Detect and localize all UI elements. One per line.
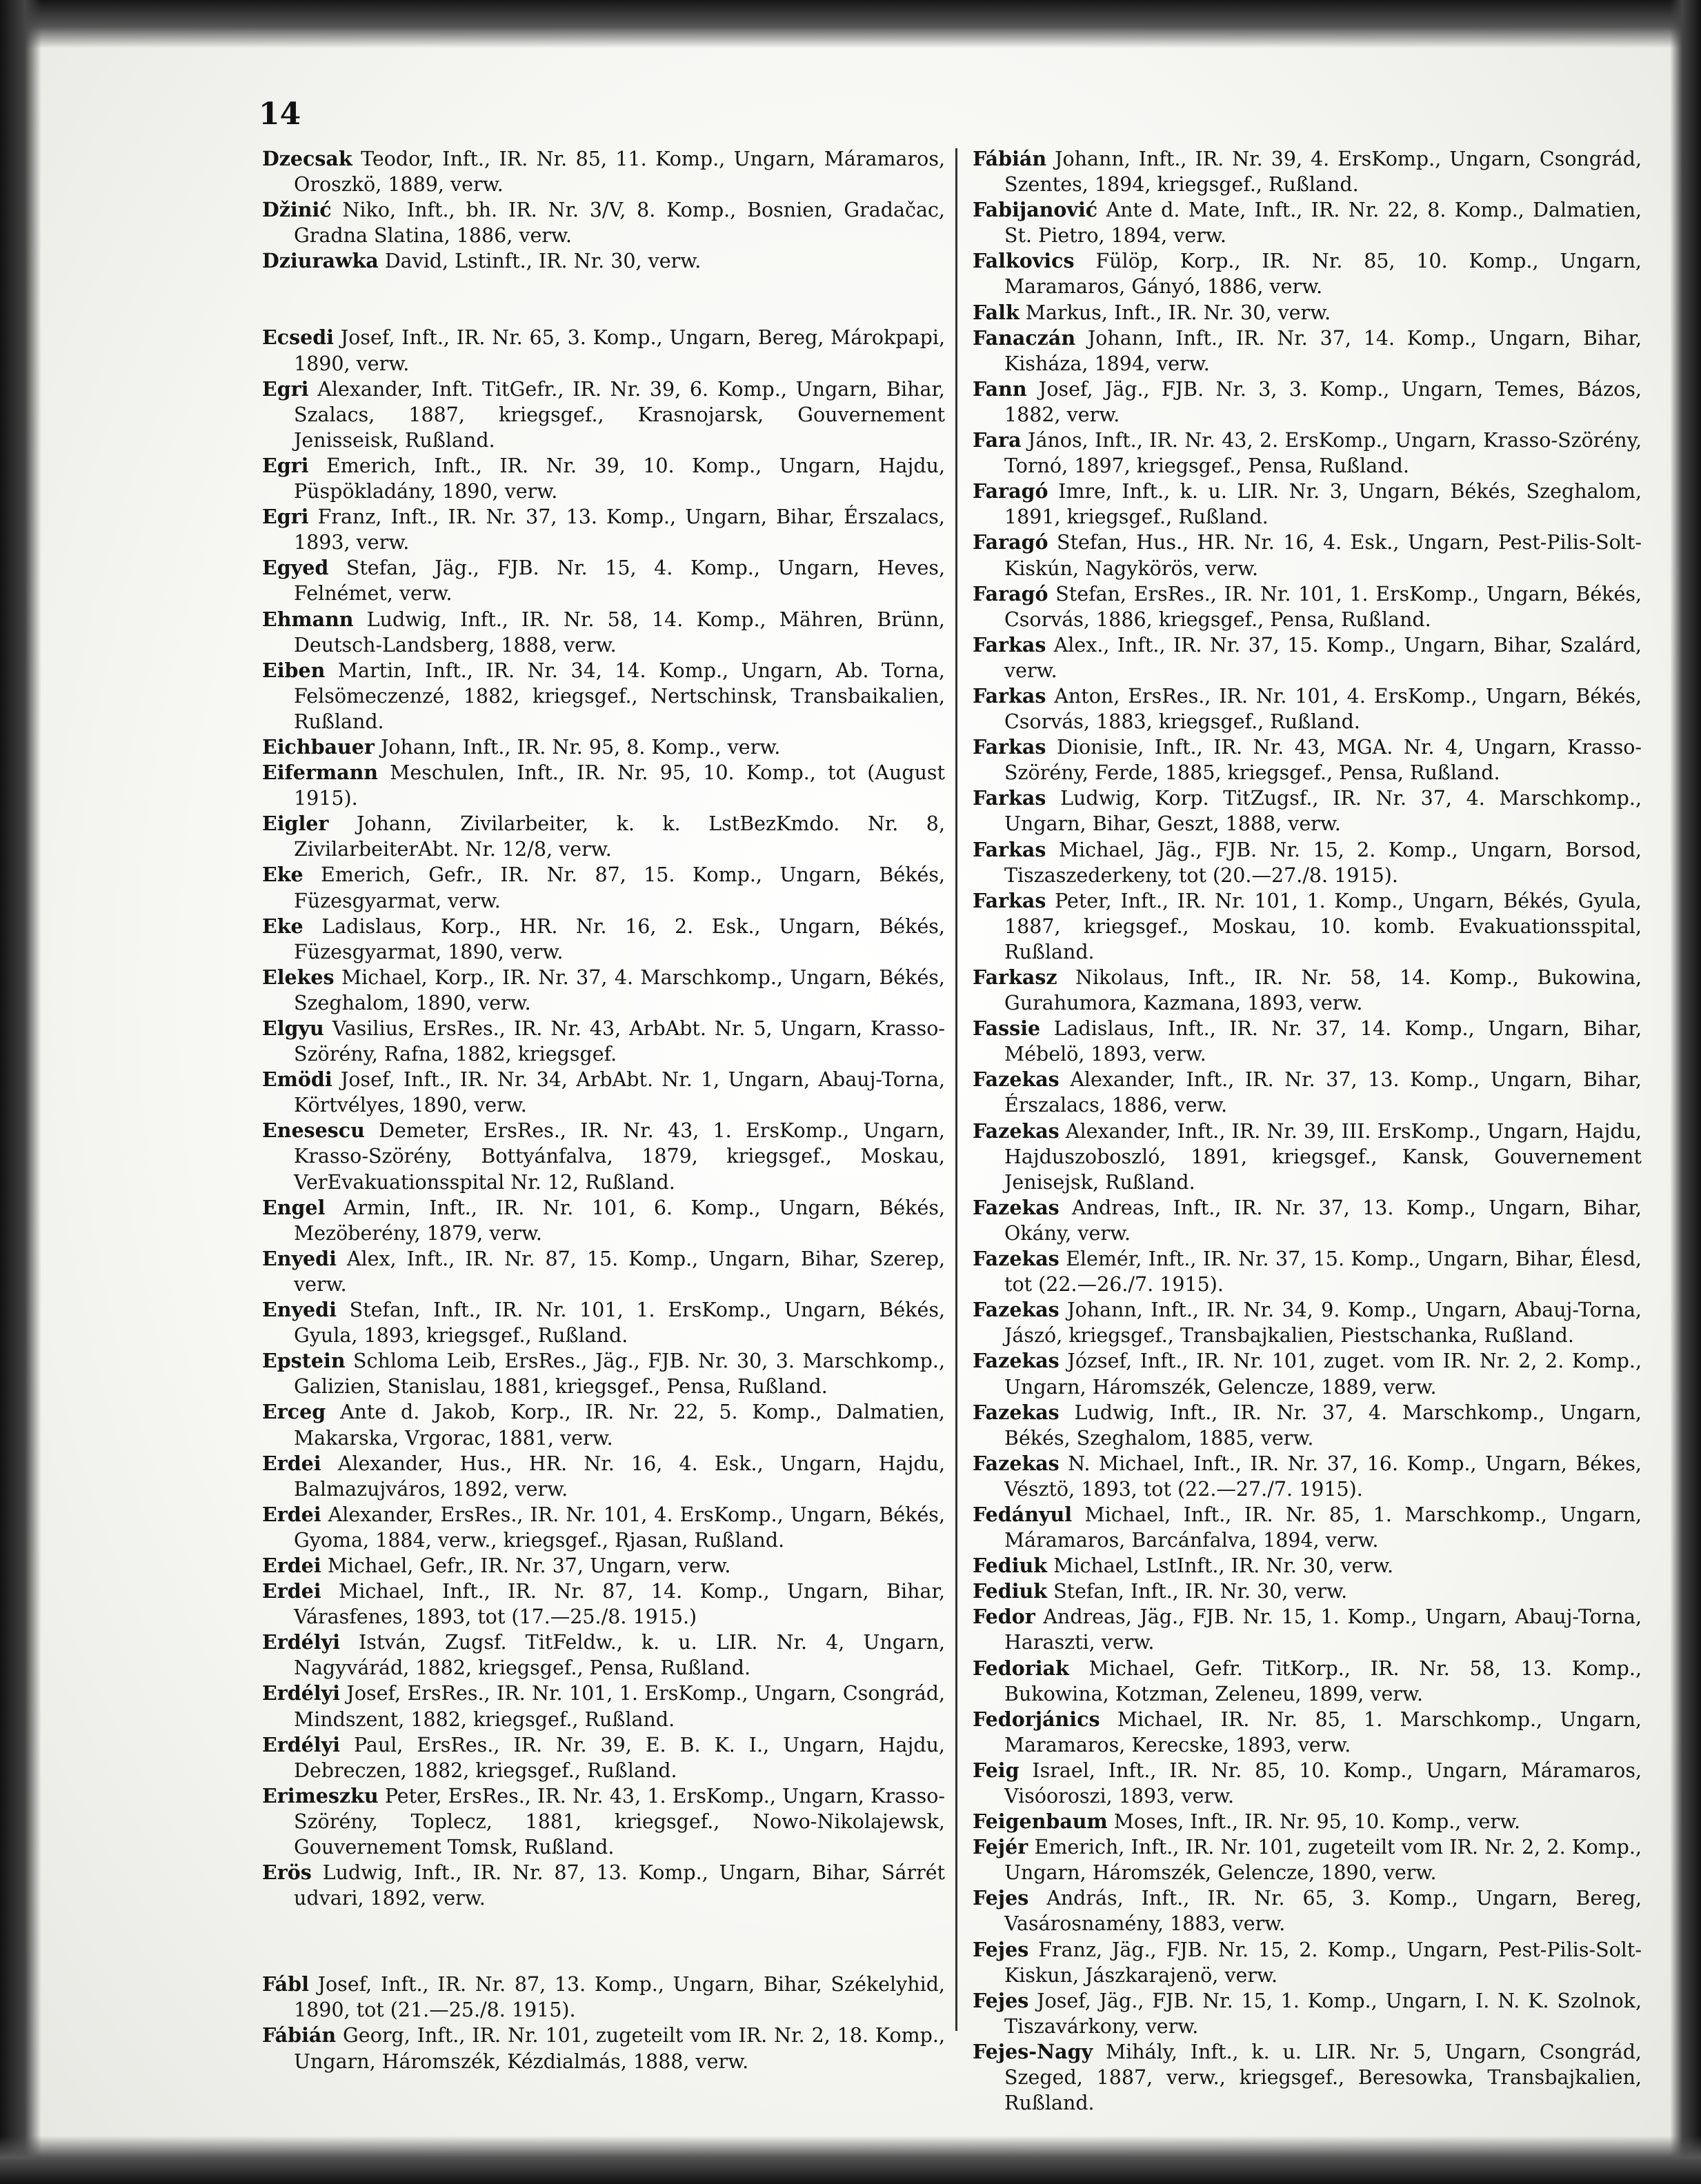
- register-entry: [973, 1656, 1642, 1707]
- entry-details: Michael, Inft., IR. Nr. 85, 1. Marschkomp., Ungarn, Máramaros, Barcánfalva, 1894, verw.: [1004, 1503, 1642, 1552]
- entry-surname: Eke: [262, 863, 304, 887]
- entry-details: Josef, Inft., IR. Nr. 34, ArbAbt. Nr. 1, Ungarn, Abauj-Torna, Körtvélyes, 1890, verw.: [294, 1068, 945, 1117]
- entry-surname: Fanaczán: [973, 325, 1076, 350]
- register-entry: [262, 1502, 945, 1553]
- register-entry: [262, 1630, 945, 1681]
- entry-surname: Faragó: [973, 479, 1048, 503]
- register-entry: [973, 1451, 1642, 1502]
- register-entry: [262, 504, 945, 555]
- register-entry: [262, 1451, 945, 1502]
- entry-details: Ante d. Mate, Inft., IR. Nr. 22, 8. Komp., Dalmatien, St. Pietro, 1894, verw.: [1004, 199, 1642, 248]
- entry-surname: Feig: [973, 1758, 1019, 1782]
- entry-surname: Faragó: [973, 530, 1048, 554]
- entry-surname: Fazekas: [973, 1195, 1060, 1219]
- entry-details: Alex, Inft., IR. Nr. 87, 15. Komp., Ungarn, Bihar, Szerep, verw.: [294, 1247, 945, 1296]
- entry-surname: Fazekas: [973, 1349, 1060, 1373]
- entry-surname: Farkas: [973, 786, 1046, 810]
- entry-surname: Elgyu: [262, 1016, 324, 1040]
- register-entry: [262, 862, 945, 913]
- entry-details: Paul, ErsRes., IR. Nr. 39, E. B. K. I., Ungarn, Hajdu, Debreczen, 1882, kriegsgef., Rußland.: [294, 1733, 945, 1782]
- entry-surname: Erdei: [262, 1451, 321, 1475]
- entry-surname: Erös: [262, 1861, 312, 1885]
- register-entry: [973, 248, 1642, 299]
- entry-surname: Fejes: [973, 1937, 1029, 1961]
- entry-surname: Egri: [262, 505, 309, 529]
- entry-details: Johann, Inft., IR. Nr. 34, 9. Komp., Ungarn, Abauj-Torna, Jászó, kriegsgef., Transbajkalien, Piestschanka, Rußland.: [1004, 1299, 1642, 1348]
- entry-surname: Fábián: [973, 147, 1047, 170]
- register-entry: [973, 1553, 1642, 1579]
- entry-details: Israel, Inft., IR. Nr. 85, 10. Komp., Ungarn, Máramaros, Visóoroszi, 1893, verw.: [1004, 1759, 1642, 1807]
- register-entry: [973, 1988, 1642, 2039]
- register-entry: [973, 837, 1642, 888]
- entry-surname: Fazekas: [973, 1400, 1060, 1424]
- page-number: 14: [259, 97, 301, 132]
- entry-surname: Farkas: [973, 632, 1046, 657]
- register-entry: [262, 1016, 945, 1067]
- register-entry: [973, 581, 1642, 632]
- entry-surname: Egri: [262, 377, 309, 401]
- entry-details: Ludwig, Inft., IR. Nr. 58, 14. Komp., Mähren, Brünn, Deutsch-Landsberg, 1888, verw.: [294, 608, 945, 657]
- entry-details: Alex., Inft., IR. Nr. 37, 15. Komp., Ungarn, Bihar, Szalárd, verw.: [1004, 633, 1642, 682]
- register-entry: [262, 1972, 945, 2023]
- entry-surname: Egyed: [262, 556, 329, 580]
- entry-surname: Farkas: [973, 888, 1046, 912]
- entry-surname: Fejes-Nagy: [973, 2039, 1093, 2063]
- register-entry: [973, 1579, 1642, 1604]
- entry-surname: Fazekas: [973, 1119, 1060, 1143]
- entry-details: István, Zugsf. TitFeldw., k. u. LIR. Nr. 4, Ungarn, Nagyvárád, 1882, kriegsgef., Pensa, Rußland.: [294, 1631, 945, 1680]
- register-entry: [973, 2039, 1642, 2116]
- entry-details: Johann, Inft., IR. Nr. 39, 4. ErsKomp., Ungarn, Csongrád, Szentes, 1894, kriegsgef., Rußland.: [1004, 148, 1642, 197]
- register-entry: [973, 1119, 1642, 1195]
- register-entry: [262, 1348, 945, 1399]
- entry-surname: Erdei: [262, 1579, 321, 1603]
- entry-surname: Eifermann: [262, 761, 379, 785]
- register-entry: [262, 325, 945, 376]
- entry-details: Johann, Inft., IR. Nr. 95, 8. Komp., verw.: [380, 735, 781, 759]
- register-entry: [262, 1860, 945, 1911]
- register-entry: [973, 965, 1642, 1016]
- register-entry: [262, 914, 945, 965]
- entry-details: Michael, Inft., IR. Nr. 87, 14. Komp., Ungarn, Bihar, Várasfenes, 1893, tot (17.—25./8. 1915.): [294, 1580, 946, 1629]
- entry-surname: Erdélyi: [262, 1630, 341, 1654]
- register-entry: [262, 1399, 945, 1450]
- entry-details: Alexander, ErsRes., IR. Nr. 101, 4. ErsKomp., Ungarn, Békés, Gyoma, 1884, verw., kriegsgef., Rjasan, Rußland.: [294, 1503, 945, 1552]
- entry-surname: Eigler: [262, 812, 329, 836]
- entry-surname: Faragó: [973, 581, 1048, 605]
- entry-surname: Erdélyi: [262, 1681, 341, 1705]
- entry-details: Demeter, ErsRes., IR. Nr. 43, 1. ErsKomp., Ungarn, Krasso-Szörény, Bottyánfalva, 1879, kriegsgef., Moskau, VerEvakuationsspital Nr. 12, Rußland.: [294, 1119, 945, 1194]
- register-entry: [973, 479, 1642, 530]
- register-entry: [973, 377, 1642, 428]
- column-divider: [955, 148, 957, 2031]
- entry-surname: Fábl: [262, 1972, 309, 1996]
- entry-surname: Fazekas: [973, 1298, 1060, 1322]
- entry-surname: Enyedi: [262, 1246, 337, 1270]
- register-entry: [262, 607, 945, 658]
- register-entry: [262, 197, 945, 248]
- register-entry: [262, 1246, 945, 1297]
- entry-surname: Fejér: [973, 1835, 1028, 1859]
- register-entry: [262, 658, 945, 734]
- register-entry: [973, 683, 1642, 734]
- register-entry: [973, 1604, 1642, 1655]
- entry-details: Mihály, Inft., k. u. LIR. Nr. 5, Ungarn, Csongrád, Szeged, 1887, verw., kriegsgef., Beresowka, Transbajkalien, Rußland.: [1004, 2040, 1642, 2115]
- entry-details: Stefan, ErsRes., IR. Nr. 101, 1. ErsKomp., Ungarn, Békés, Csorvás, 1886, kriegsgef., Pensa, Rußland.: [1004, 582, 1642, 631]
- entry-details: Georg, Inft., IR. Nr. 101, zugeteilt vom IR. Nr. 2, 18. Komp., Ungarn, Háromszék, Kézdialmás, 1888, verw.: [294, 2024, 946, 2073]
- entry-surname: Fazekas: [973, 1068, 1060, 1092]
- entry-details: Stefan, Jäg., FJB. Nr. 15, 4. Komp., Ungarn, Heves, Felnémet, verw.: [294, 557, 945, 605]
- entry-details: Emerich, Inft., IR. Nr. 101, zugeteilt vom IR. Nr. 2, 2. Komp., Ungarn, Háromszék, Gelencze, 1890, verw.: [1004, 1836, 1642, 1885]
- entry-surname: Fedányul: [973, 1502, 1073, 1526]
- entry-details: Stefan, Inft., IR. Nr. 101, 1. ErsKomp., Ungarn, Békés, Gyula, 1893, kriegsgef., Rußland.: [294, 1299, 946, 1348]
- register-entry: [973, 785, 1642, 836]
- register-entry: [973, 1400, 1642, 1451]
- entry-details: Imre, Inft., k. u. LIR. Nr. 3, Ungarn, Békés, Szeghalom, 1891, kriegsgef., Rußland.: [1004, 480, 1642, 529]
- entry-details: József, Inft., IR. Nr. 101, zuget. vom IR. Nr. 2, 2. Komp., Ungarn, Háromszék, Gelencze, 1889, verw.: [1004, 1350, 1642, 1399]
- entry-details: Michael, Gefr. TitKorp., IR. Nr. 58, 13. Komp., Bukowina, Kotzman, Zeleneu, 1899, verw.: [1004, 1656, 1642, 1705]
- register-entry: [262, 1195, 945, 1246]
- register-entry: [262, 453, 945, 504]
- entry-surname: Egri: [262, 453, 309, 477]
- register-entry: [262, 1118, 945, 1194]
- register-entry: [973, 325, 1642, 377]
- register-entry: [973, 632, 1642, 683]
- scan-border-top: [0, 0, 1701, 48]
- entry-surname: Feigenbaum: [973, 1810, 1108, 1834]
- entry-surname: Dzecsak: [262, 147, 352, 170]
- entry-details: Ladislaus, Inft., IR. Nr. 37, 14. Komp., Ungarn, Bihar, Mébelö, 1893, verw.: [1004, 1017, 1642, 1066]
- register-entry: [262, 1553, 945, 1579]
- register-entry: [973, 1502, 1642, 1553]
- register-entry: [262, 1732, 945, 1783]
- entry-details: Michael, Korp., IR. Nr. 37, 4. Marschkomp., Ungarn, Békés, Szeghalom, 1890, verw.: [294, 965, 945, 1014]
- register-entry: [262, 1681, 945, 1732]
- entry-surname: Erdei: [262, 1502, 321, 1526]
- entry-surname: Fediuk: [973, 1579, 1048, 1603]
- register-entry: [262, 811, 945, 862]
- entry-details: Johann, Zivilarbeiter, k. k. LstBezKmdo. Nr. 8, ZivilarbeiterAbt. Nr. 12/8, verw.: [294, 812, 945, 861]
- entry-surname: Ehmann: [262, 607, 354, 631]
- entry-details: Michael, LstInft., IR. Nr. 30, verw.: [1053, 1554, 1394, 1578]
- register-entry: [973, 300, 1642, 325]
- entry-details: Markus, Inft., IR. Nr. 30, verw.: [1025, 301, 1331, 324]
- entry-details: Stefan, Inft., IR. Nr. 30, verw.: [1053, 1580, 1348, 1603]
- register-entry: [262, 377, 945, 453]
- entry-details: Josef, Inft., IR. Nr. 65, 3. Komp., Ungarn, Bereg, Márokpapi, 1890, verw.: [294, 326, 945, 375]
- register-entry: [973, 1707, 1642, 1758]
- scan-border-bottom: [0, 2136, 1701, 2184]
- entry-surname: Fábián: [262, 2023, 337, 2047]
- entry-details: Ante d. Jakob, Korp., IR. Nr. 22, 5. Komp., Dalmatien, Makarska, Vrgorac, 1881, verw.: [294, 1401, 945, 1450]
- register-entry: [262, 248, 945, 274]
- entry-surname: Fabijanović: [973, 198, 1098, 222]
- register-entry: [973, 1246, 1642, 1297]
- entry-details: Emerich, Gefr., IR. Nr. 87, 15. Komp., Ungarn, Békés, Füzesgyarmat, verw.: [294, 863, 946, 912]
- entry-details: Schloma Leib, ErsRes., Jäg., FJB. Nr. 30, 3. Marschkomp., Galizien, Stanislau, 1881, kriegsgef., Pensa, Rußland.: [294, 1350, 946, 1399]
- entry-surname: Erdei: [262, 1553, 321, 1577]
- entry-surname: Enesescu: [262, 1119, 365, 1143]
- entry-surname: Erceg: [262, 1400, 326, 1424]
- register-entry: [973, 1348, 1642, 1399]
- entry-surname: Erimeszku: [262, 1783, 379, 1807]
- register-entry: [262, 1297, 945, 1348]
- entry-details: Josef, Jäg., FJB. Nr. 3, 3. Komp., Ungarn, Temes, Bázos, 1882, verw.: [1004, 377, 1642, 426]
- entry-details: Teodor, Inft., IR. Nr. 85, 11. Komp., Ungarn, Máramaros, Oroszkö, 1889, verw.: [294, 148, 945, 197]
- register-entry: [973, 1937, 1642, 1988]
- entry-details: Vasilius, ErsRes., IR. Nr. 43, ArbAbt. Nr. 5, Ungarn, Krasso-Szörény, Rafna, 1882, kriegsgef.: [294, 1017, 945, 1066]
- entry-details: Franz, Inft., IR. Nr. 37, 13. Komp., Ungarn, Bihar, Érszalacs, 1893, verw.: [294, 505, 945, 554]
- register-entry: [262, 1783, 945, 1860]
- entry-surname: Fazekas: [973, 1451, 1060, 1475]
- entry-surname: Erdélyi: [262, 1732, 341, 1756]
- entry-surname: Farkas: [973, 735, 1046, 759]
- entry-surname: Eiben: [262, 658, 326, 682]
- register-entry: [973, 428, 1642, 479]
- entry-details: Johann, Inft., IR. Nr. 37, 14. Komp., Ungarn, Bihar, Kisháza, 1894, verw.: [1004, 326, 1642, 375]
- register-entry: [973, 1195, 1642, 1246]
- register-entry: [973, 1885, 1642, 1936]
- register-entry: [973, 1297, 1642, 1348]
- register-entry: [262, 1067, 945, 1118]
- register-entry: [973, 530, 1642, 581]
- entry-surname: Farkas: [973, 683, 1046, 708]
- entry-surname: Ecsedi: [262, 325, 335, 350]
- entry-surname: Emödi: [262, 1068, 332, 1092]
- register-entry: [262, 760, 945, 811]
- scan-border-left: [0, 0, 41, 2184]
- register-entry: [973, 1809, 1642, 1834]
- entry-surname: Epstein: [262, 1349, 346, 1373]
- entry-details: Stefan, Hus., HR. Nr. 16, 4. Esk., Ungarn, Pest-Pilis-Solt-Kiskún, Nagykörös, verw.: [1004, 531, 1642, 580]
- entry-details: Emerich, Inft., IR. Nr. 39, 10. Komp., Ungarn, Hajdu, Püspökladány, 1890, verw.: [294, 454, 946, 503]
- register-entry: [262, 146, 945, 197]
- entry-details: Armin, Inft., IR. Nr. 101, 6. Komp., Ungarn, Békés, Mezöberény, 1879, verw.: [294, 1196, 945, 1245]
- register-entry: [973, 1067, 1642, 1118]
- entry-surname: Falk: [973, 300, 1019, 324]
- entry-surname: Enyedi: [262, 1298, 337, 1322]
- entry-surname: Džinić: [262, 198, 332, 222]
- entry-surname: Fann: [973, 377, 1027, 401]
- entry-surname: Eke: [262, 914, 304, 938]
- register-entry: [973, 734, 1642, 785]
- register-entry: [262, 555, 945, 606]
- entry-details: Peter, Inft., IR. Nr. 101, 1. Komp., Ungarn, Békés, Gyula, 1887, kriegsgef., Moskau, 10. komb. Evakuationsspital, Rußland.: [1004, 889, 1642, 963]
- entry-details: Andreas, Jäg., FJB. Nr. 15, 1. Komp., Ungarn, Abauj-Torna, Haraszti, verw.: [1004, 1605, 1642, 1654]
- entry-surname: Fediuk: [973, 1554, 1048, 1578]
- register-entry: [262, 2023, 945, 2074]
- register-entry: [973, 197, 1642, 248]
- entry-details: János, Inft., IR. Nr. 43, 2. ErsKomp., Ungarn, Krasso-Szörény, Tornó, 1897, kriegsgef., Pensa, Rußland.: [1004, 429, 1642, 478]
- entry-details: Nikolaus, Inft., IR. Nr. 58, 14. Komp., Bukowina, Gurahumora, Kazmana, 1893, verw.: [1004, 966, 1642, 1015]
- register-entry: [973, 888, 1642, 965]
- entry-details: N. Michael, Inft., IR. Nr. 37, 16. Komp., Ungarn, Békes, Vésztö, 1893, tot (22.—27./7. 1915).: [1004, 1452, 1642, 1501]
- entry-details: Elemér, Inft., IR. Nr. 37, 15. Komp., Ungarn, Bihar, Élesd, tot (22.—26./7. 1915).: [1004, 1248, 1642, 1296]
- entry-details: Alexander, Inft. TitGefr., IR. Nr. 39, 6. Komp., Ungarn, Bihar, Szalacs, 1887, kriegsgef., Krasnojarsk, Gouvernement Jenisseisk, Rußland.: [294, 377, 945, 452]
- entry-surname: Fazekas: [973, 1247, 1060, 1271]
- register-entry: [973, 1016, 1642, 1067]
- entry-details: Franz, Jäg., FJB. Nr. 15, 2. Komp., Ungarn, Pest-Pilis-Solt-Kiskun, Jászkarajenö, verw.: [1004, 1938, 1642, 1987]
- entry-surname: Fejes: [973, 1886, 1029, 1910]
- entry-details: Ludwig, Korp. TitZugsf., IR. Nr. 37, 4. Marschkomp., Ungarn, Bihar, Geszt, 1888, verw.: [1004, 787, 1642, 836]
- entry-details: Alexander, Inft., IR. Nr. 39, III. ErsKomp., Ungarn, Hajdu, Hajduszoboszló, 1891, kriegsgef., Kansk, Gouvernement Jenisejsk, Rußland.: [1004, 1119, 1642, 1194]
- scan-border-right: [1670, 0, 1701, 2184]
- entry-details: Fülöp, Korp., IR. Nr. 85, 10. Komp., Ungarn, Maramaros, Gányó, 1886, verw.: [1004, 250, 1642, 299]
- entry-details: András, Inft., IR. Nr. 65, 3. Komp., Ungarn, Bereg, Vasárosnamény, 1883, verw.: [1004, 1887, 1642, 1936]
- entry-details: Niko, Inft., bh. IR. Nr. 3/V, 8. Komp., Bosnien, Gradačac, Gradna Slatina, 1886, verw.: [294, 199, 945, 248]
- entry-details: Ludwig, Inft., IR. Nr. 37, 4. Marschkomp., Ungarn, Békés, Szeghalom, 1885, verw.: [1004, 1401, 1642, 1450]
- left-column: [262, 146, 945, 2074]
- entry-surname: Dziurawka: [262, 249, 379, 273]
- entry-details: Michael, IR. Nr. 85, 1. Marschkomp., Ungarn, Maramaros, Kerecske, 1893, verw.: [1004, 1707, 1642, 1756]
- entry-details: Josef, ErsRes., IR. Nr. 101, 1. ErsKomp., Ungarn, Csongrád, Mindszent, 1882, kriegsgef., Rußland.: [294, 1682, 946, 1731]
- entry-surname: Farkasz: [973, 965, 1057, 989]
- entry-details: Michael, Jäg., FJB. Nr. 15, 2. Komp., Ungarn, Borsod, Tiszaszederkeny, tot (20.—27./8. 1915).: [1004, 838, 1642, 887]
- entry-details: Alexander, Inft., IR. Nr. 37, 13. Komp., Ungarn, Bihar, Érszalacs, 1886, verw.: [1004, 1068, 1642, 1117]
- register-entry: [973, 1834, 1642, 1885]
- right-column: [973, 146, 1642, 2116]
- entry-details: Alexander, Hus., HR. Nr. 16, 4. Esk., Ungarn, Hajdu, Balmazujváros, 1892, verw.: [294, 1452, 946, 1501]
- entry-details: Josef, Inft., IR. Nr. 87, 13. Komp., Ungarn, Bihar, Székelyhid, 1890, tot (21.—25./8. 1915).: [294, 1973, 945, 2022]
- entry-surname: Farkas: [973, 837, 1046, 861]
- register-entry: [973, 146, 1642, 197]
- entry-surname: Fejes: [973, 1988, 1029, 2012]
- entry-surname: Fara: [973, 428, 1022, 452]
- entry-details: Ludwig, Inft., IR. Nr. 87, 13. Komp., Ungarn, Bihar, Sárrét udvari, 1892, verw.: [294, 1861, 946, 1910]
- entry-details: Dionisie, Inft., IR. Nr. 43, MGA. Nr. 4, Ungarn, Krasso-Szörény, Ferde, 1885, kriegsgef., Pensa, Rußland.: [1004, 736, 1642, 785]
- entry-surname: Engel: [262, 1195, 326, 1219]
- entry-details: Michael, Gefr., IR. Nr. 37, Ungarn, verw.: [327, 1554, 731, 1577]
- entry-surname: Falkovics: [973, 249, 1075, 273]
- entry-details: Ladislaus, Korp., HR. Nr. 16, 2. Esk., Ungarn, Békés, Füzesgyarmat, 1890, verw.: [294, 914, 945, 963]
- entry-surname: Eichbauer: [262, 734, 375, 759]
- entry-details: Peter, ErsRes., IR. Nr. 43, 1. ErsKomp., Ungarn, Krasso-Szörény, Toplecz, 1881, kriegsgef., Nowo-Nikolajewsk, Gouvernement Tomsk, Rußland.: [294, 1784, 946, 1859]
- entry-surname: Fedorjánics: [973, 1707, 1100, 1731]
- entry-details: Anton, ErsRes., IR. Nr. 101, 4. ErsKomp., Ungarn, Békés, Csorvás, 1883, kriegsgef., Rußland.: [1004, 684, 1642, 734]
- entry-details: David, Lstinft., IR. Nr. 30, verw.: [384, 250, 702, 273]
- register-entry: [262, 1579, 945, 1630]
- register-entry: [262, 965, 945, 1016]
- entry-surname: Fedor: [973, 1605, 1035, 1629]
- entry-details: Martin, Inft., IR. Nr. 34, 14. Komp., Ungarn, Ab. Torna, Felsömeczenzé, 1882, kriegsgef., Nertschinsk, Transbaikalien, Rußland.: [294, 659, 945, 733]
- entry-surname: Fedoriak: [973, 1656, 1069, 1680]
- entry-details: Moses, Inft., IR. Nr. 95, 10. Komp., verw.: [1113, 1810, 1521, 1834]
- register-entry: [262, 734, 945, 760]
- register-entry: [973, 1758, 1642, 1809]
- entry-details: Josef, Jäg., FJB. Nr. 15, 1. Komp., Ungarn, I. N. K. Szolnok, Tiszavárkony, verw.: [1004, 1989, 1642, 2038]
- section-gap: [262, 274, 945, 325]
- entry-details: Meschulen, Inft., IR. Nr. 95, 10. Komp., tot (August 1915).: [294, 761, 946, 810]
- entry-surname: Elekes: [262, 965, 335, 989]
- entry-surname: Fassie: [973, 1016, 1041, 1041]
- section-gap: [262, 1911, 945, 1972]
- entry-details: Andreas, Inft., IR. Nr. 37, 13. Komp., Ungarn, Bihar, Okány, verw.: [1004, 1196, 1642, 1245]
